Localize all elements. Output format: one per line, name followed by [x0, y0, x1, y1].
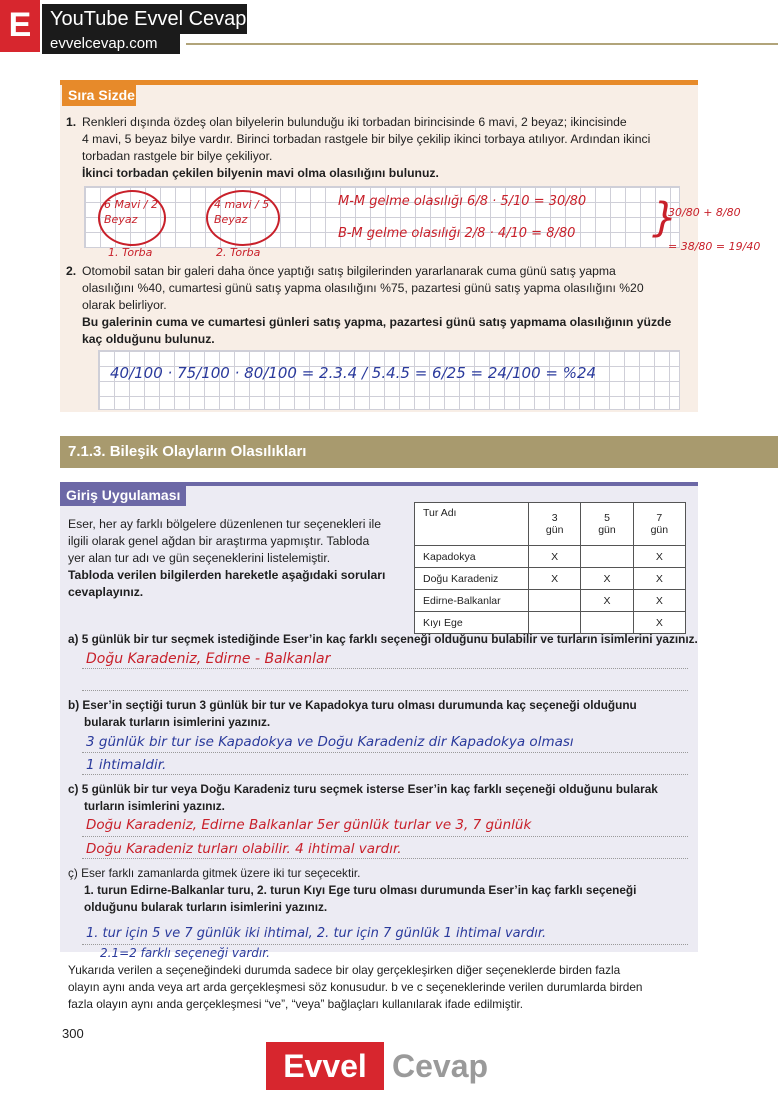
table-cell: X [529, 546, 581, 568]
table-header-tour-name: Tur Adı [415, 503, 529, 546]
table-cell: X [633, 612, 685, 634]
question-1-line-3: torbadan rastgele bir bilye çekiliyor. [82, 149, 273, 163]
answer-sum-2: = 38/80 = 19/40 [668, 240, 761, 253]
answer-row-bm: B-M gelme olasılığı 2/8 · 4/10 = 8/80 [338, 226, 576, 241]
answer-d-line-2: 2.1=2 farklı seçeneği vardır. [100, 946, 270, 960]
answer-line [82, 857, 688, 859]
question-2-line-1: Otomobil satan bir galeri daha önce yaptığı satış bilgilerinden yararlanarak cuma günü satış yapma [82, 264, 616, 278]
footer-text-line-3: fazla olayın aynı anda gerçekleşmesi “ve”, “veya” bağlaçları kullanılarak ifade edilmiştir. [68, 997, 524, 1011]
question-d-line-2: 1. turun Edirne-Balkanlar turu, 2. turun Kıyı Ege turu olması durumunda Eser’in kaç farklı seçeneği [84, 883, 637, 897]
table-cell: X [581, 590, 633, 612]
bag-2-contents: 4 mavi / 5 Beyaz [214, 198, 270, 226]
table-row [415, 568, 686, 590]
brand-url[interactable]: evvelcevap.com [42, 34, 180, 54]
intro-prompt-2: cevaplayınız. [68, 585, 144, 599]
question-2-answer: 40/100 · 75/100 · 80/100 = 2.3.4 / 5.4.5 = 6/25 = 24/100 = %24 [110, 364, 597, 382]
question-1-line-1: Renkleri dışında özdeş olan bilyelerin bulunduğu iki torbadan birincisinde 6 mavi, 2 beyaz; ikincisinde [82, 115, 627, 129]
bag-2-label: 2. Torba [216, 246, 261, 259]
question-2-prompt-1: Bu galerinin cuma ve cumartesi günleri satış yapma, pazartesi günü satış yapmama olasılığının yüzde [82, 315, 672, 329]
intro-prompt-1: Tabloda verilen bilgilerden hareketle aşağıdaki soruları [68, 568, 386, 582]
table-header-5-days: 5 gün [581, 503, 633, 546]
question-1-prompt: İkinci torbadan çekilen bilyenin mavi olma olasılığını bulunuz. [82, 166, 439, 180]
table-header-3-days: 3 gün [529, 503, 581, 546]
question-b-line-2: bularak turların isimlerini yazınız. [84, 715, 271, 729]
table-cell [581, 546, 633, 568]
table-cell: X [529, 568, 581, 590]
bag-1-label: 1. Torba [108, 246, 153, 259]
table-row [415, 546, 686, 568]
header-divider [186, 43, 778, 45]
question-d-line-1: ç) Eser farklı zamanlarda gitmek üzere iki tur seçecektir. [68, 866, 361, 880]
table-cell: X [633, 590, 685, 612]
question-2-line-3: olarak belirliyor. [82, 298, 167, 312]
question-c-line-1: c) 5 günlük bir tur veya Doğu Karadeniz turu seçmek isterse Eser’in kaç farklı seçeneği olduğunu bularak [68, 782, 658, 796]
table-cell-name: Edirne-Balkanlar [415, 590, 529, 612]
table-cell: X [581, 568, 633, 590]
section-title: 7.1.3. Bileşik Olayların Olasılıkları [68, 443, 307, 460]
table-cell-name: Kıyı Ege [415, 612, 529, 634]
answer-line [82, 689, 688, 691]
table-cell-name: Doğu Karadeniz [415, 568, 529, 590]
answer-line [82, 835, 688, 837]
question-b-line-1: b) Eser’in seçtiği turun 3 günlük bir tur ve Kapadokya turu olması durumunda kaç seçeneği olduğunu [68, 698, 637, 712]
table-cell: X [633, 546, 685, 568]
answer-b-line-1: 3 günlük bir tur ise Kapadokya ve Doğu Karadeniz dir Kapadokya olması [86, 734, 574, 750]
intro-line-1: Eser, her ay farklı bölgelere düzenlenen tur seçenekleri ile [68, 517, 381, 531]
table-row [415, 590, 686, 612]
bag-1-contents: 6 Mavi / 2 Beyaz [104, 198, 158, 226]
brand-title[interactable]: YouTube Evvel Cevap [42, 4, 247, 34]
brand-logo-letter: E [0, 0, 40, 52]
question-2-number: 2. [66, 264, 77, 278]
answer-c-line-2: Doğu Karadeniz turları olabilir. 4 ihtimal vardır. [86, 841, 402, 857]
table-cell [529, 590, 581, 612]
brace: } [652, 195, 678, 241]
answer-line [82, 943, 688, 945]
footer-text-line-2: olayın aynı anda veya art arda gerçekleşmesi söz konusudur. b ve c seçeneklerinde verilen durumlarda birden [68, 980, 643, 994]
intro-line-3: yer alan tur adı ve gün seçeneklerini listelemiştir. [68, 551, 331, 565]
table-cell: X [633, 568, 685, 590]
intro-line-2: ilgili olarak genel ağdan bir araştırma yapmıştır. Tabloda [68, 534, 370, 548]
tour-table [414, 502, 686, 634]
giris-uygulamasi-tab: Giriş Uygulaması [60, 484, 186, 506]
answer-a: Doğu Karadeniz, Edirne - Balkanlar [86, 651, 331, 667]
sira-sizde-tab: Sıra Sizde [62, 84, 136, 106]
answer-row-mm: M-M gelme olasılığı 6/8 · 5/10 = 30/80 [338, 194, 587, 209]
table-header-7-days: 7 gün [633, 503, 685, 546]
table-cell-name: Kapadokya [415, 546, 529, 568]
question-1-line-2: 4 mavi, 5 beyaz bilye vardır. Birinci torbadan rastgele bir bilye çekilip ikinci torbaya atılıyor. Ardından ikinci [82, 132, 651, 146]
question-2-line-2: olasılığını %40, cumartesi günü satış yapma olasılığını %75, pazartesi günü satış yapma olasılığını %20 [82, 281, 644, 295]
question-1-number: 1. [66, 115, 77, 129]
answer-line [82, 667, 688, 669]
question-a: a) 5 günlük bir tur seçmek istediğinde Eser’in kaç farklı seçeneği olduğunu bulabilir ve turların isimlerini yazınız. [68, 632, 698, 646]
footer-logo-evvel: Evvel [266, 1042, 384, 1090]
footer-logo-cevap: Cevap [392, 1048, 489, 1084]
question-d-line-3: olduğunu bularak turların isimlerini yazınız. [84, 900, 328, 914]
question-2-prompt-2: kaç olduğunu bulunuz. [82, 332, 215, 346]
answer-sum-1: 30/80 + 8/80 [668, 206, 741, 219]
answer-c-line-1: Doğu Karadeniz, Edirne Balkanlar 5er günlük turlar ve 3, 7 günlük [86, 817, 532, 833]
page-number: 300 [62, 1026, 84, 1041]
question-c-line-2: turların isimlerini yazınız. [84, 799, 225, 813]
answer-line [82, 751, 688, 753]
answer-line [82, 773, 688, 775]
answer-b-line-2: 1 ihtimaldir. [86, 757, 167, 773]
footer-text-line-1: Yukarıda verilen a seçeneğindeki durumda sadece bir olay gerçekleşirken diğer seçeneklerde birden fazla [68, 963, 621, 977]
answer-d-line-1: 1. tur için 5 ve 7 günlük iki ihtimal, 2. tur için 7 günlük 1 ihtimal vardır. [86, 926, 547, 941]
